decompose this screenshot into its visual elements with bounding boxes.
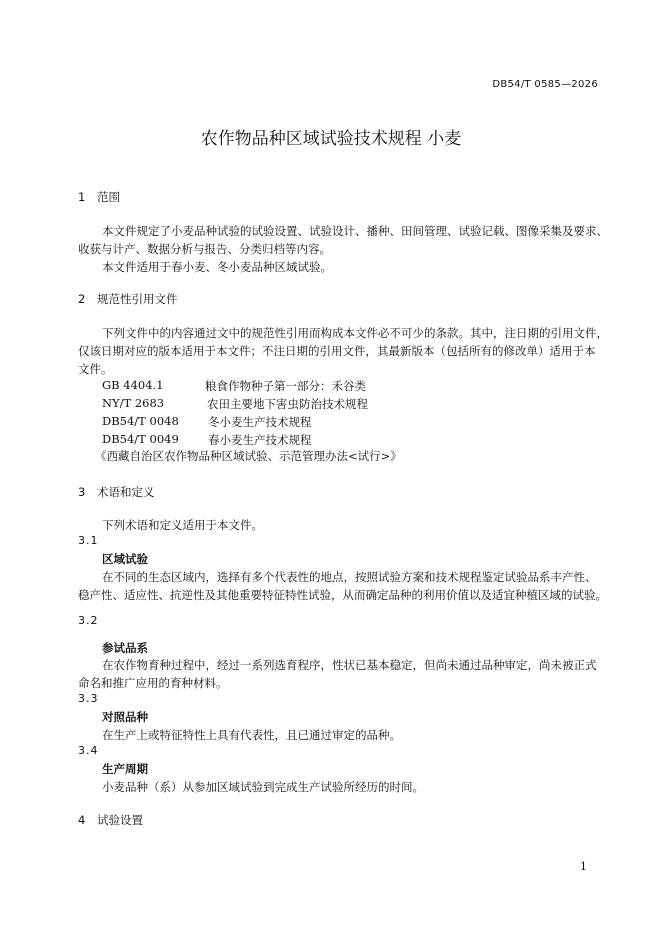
section-4-heading xyxy=(78,812,143,828)
paragraph-line: 稳产性、适应性、抗逆性及其他重要特征特性试验，从而确定品种的利用价值以及适宜种植区域的试验。 xyxy=(78,588,607,602)
section-3-heading xyxy=(78,484,155,500)
section-number: 4 xyxy=(78,813,86,827)
reference-title: 春小麦生产技术规程 xyxy=(208,433,312,447)
document-code: DB54/T 0585—2026 xyxy=(492,79,598,90)
term-number: 3.4 xyxy=(78,744,99,757)
section-number: 1 xyxy=(78,190,86,204)
paragraph-line: 收获与计产、数据分析与报告、分类归档等内容。 xyxy=(78,242,331,256)
reference-item: 《西藏自治区农作物品种区域试验、示范管理办法<试行>》 xyxy=(95,449,402,463)
paragraph-line: 命名和推广应用的育种材料。 xyxy=(78,676,228,690)
paragraph-line: 仅该日期对应的版本适用于本文件；不注日期的引用文件，其最新版本（包括所有的修改单）适用于本 xyxy=(78,344,596,358)
reference-code: DB54/T 0048 xyxy=(102,414,179,428)
reference-code: NY/T 2683 xyxy=(102,396,165,410)
reference-title: 冬小麦生产技术规程 xyxy=(208,415,312,429)
paragraph-line: 小麦品种（系）从参加区域试验到完成生产试验所经历的时间。 xyxy=(102,780,424,794)
paragraph-line: 在生产上或特征特性上具有代表性，且已通过审定的品种。 xyxy=(102,728,401,742)
reference-title: 粮食作物种子第一部分：禾谷类 xyxy=(205,379,366,393)
section-title: 术语和定义 xyxy=(97,485,155,499)
term-title: 对照品种 xyxy=(102,710,148,724)
paragraph-line: 本文件规定了小麦品种试验的试验设置、试验设计、播种、田间管理、试验记载、图像采集及要求、 xyxy=(102,224,608,238)
section-number: 3 xyxy=(78,485,86,499)
page-number: 1 xyxy=(580,860,587,873)
reference-code: DB54/T 0049 xyxy=(102,432,179,446)
section-title: 范围 xyxy=(97,190,120,204)
section-2-heading xyxy=(78,291,178,307)
term-number: 3.2 xyxy=(78,614,99,627)
term-title: 参试品系 xyxy=(102,641,148,655)
paragraph-line: 在不同的生态区域内，选择有多个代表性的地点，按照试验方案和技术规程鉴定试验品系丰产性、 xyxy=(102,570,597,584)
paragraph-line: 文件。 xyxy=(78,362,113,376)
term-number: 3.1 xyxy=(78,534,99,547)
page-title: 农作物品种区域试验技术规程 小麦 xyxy=(200,129,462,149)
term-title: 区域试验 xyxy=(102,552,148,566)
section-title: 规范性引用文件 xyxy=(97,292,178,306)
section-title: 试验设置 xyxy=(97,813,143,827)
section-1-heading xyxy=(78,189,120,205)
paragraph-line: 下列文件中的内容通过文中的规范性引用而构成本文件必不可少的条款。其中，注日期的引用文件， xyxy=(102,326,608,340)
term-number: 3.3 xyxy=(78,692,99,705)
paragraph-line: 本文件适用于春小麦、冬小麦品种区域试验。 xyxy=(102,260,332,274)
reference-title: 农田主要地下害虫防治技术规程 xyxy=(207,397,368,411)
term-title: 生产周期 xyxy=(102,762,148,776)
section-number: 2 xyxy=(78,292,86,306)
reference-code: GB 4404.1 xyxy=(102,378,164,392)
paragraph-line: 在农作物育种过程中，经过一系列选育程序，性状已基本稳定，但尚未通过品种审定，尚未被正式 xyxy=(102,658,597,672)
paragraph-line: 下列术语和定义适用于本文件。 xyxy=(102,518,263,532)
